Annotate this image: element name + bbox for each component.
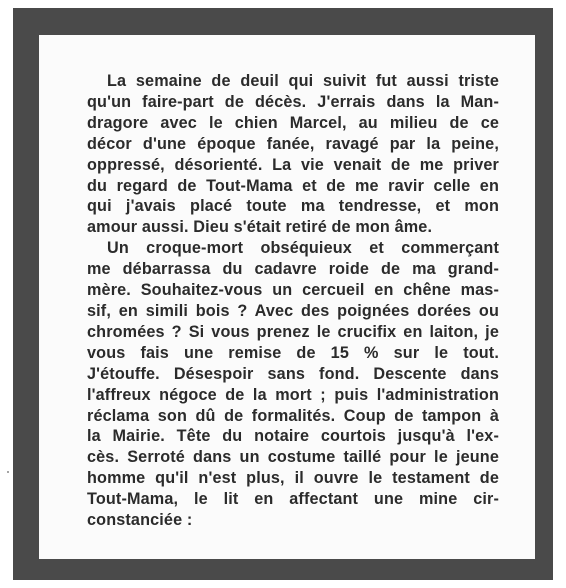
text-line: dragore avec le chien Marcel, au milieu de ce	[87, 113, 499, 132]
text-line: réclama son dû de formalités. Coup de tampon à	[87, 406, 499, 425]
text-line: Tout-Mama, le lit en affectant une mine cir-	[87, 490, 499, 509]
text-line: qui j'avais placé toute ma tendresse, et mon	[87, 197, 499, 216]
text-line: J'étouffe. Désespoir sans fond. Descente dans	[87, 364, 499, 383]
body-text	[87, 71, 499, 531]
text-line: l'affreux négoce de la mort ; puis l'administration	[87, 385, 499, 404]
page-frame	[13, 8, 553, 580]
text-line: sif, en simili bois ? Avec des poignées dorées ou	[87, 301, 499, 320]
text-line: la Mairie. Tête du notaire courtois jusqu'à l'ex-	[87, 427, 499, 446]
text-line: du regard de Tout-Mama et de me ravir celle en	[87, 176, 499, 195]
text-line: me débarrassa du cadavre roide de ma grand-	[87, 260, 499, 279]
scan-speck	[7, 471, 9, 473]
text-line: décor d'une époque fanée, ravagé par la peine,	[87, 134, 499, 153]
text-line: cès. Serroté dans un costume taillé pour le jeune	[87, 448, 499, 467]
text-line: vous fais une remise de 15 % sur le tout.	[87, 343, 499, 362]
text-line: La semaine de deuil qui suivit fut aussi triste	[107, 72, 499, 90]
text-line: oppressé, désorienté. La vie venait de me priver	[87, 155, 499, 174]
text-line: Un croque-mort obséquieux et commerçant	[107, 239, 499, 258]
text-line: homme qu'il n'est plus, il ouvre le testament de	[87, 469, 499, 488]
text-line: qu'un faire-part de décès. J'errais dans la Man-	[87, 92, 499, 111]
text-line: chromées ? Si vous prenez le crucifix en laiton, je	[87, 322, 499, 341]
text-line: amour aussi. Dieu s'était retiré de mon âme.	[87, 218, 433, 237]
text-line: constanciée :	[87, 511, 193, 530]
page-content	[39, 35, 535, 559]
text-line: mère. Souhaitez-vous un cercueil en chêne mas-	[87, 281, 499, 300]
